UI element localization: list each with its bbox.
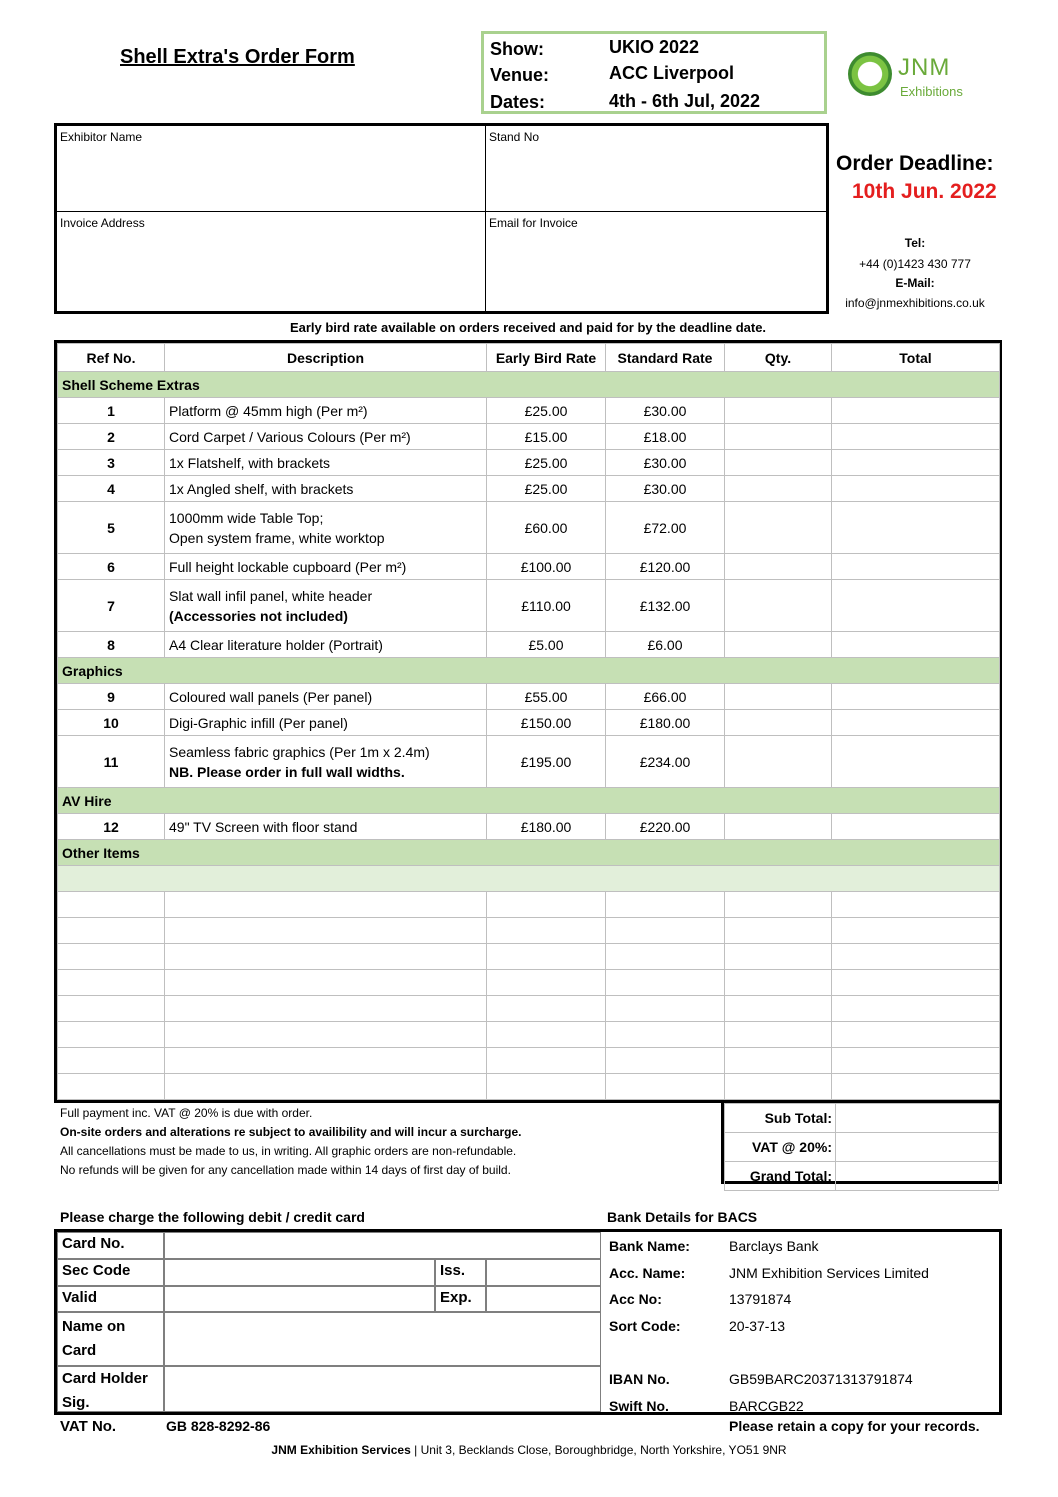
other-item-cell[interactable] xyxy=(606,892,725,918)
logo-ring-icon xyxy=(848,52,892,96)
item-qty-field[interactable] xyxy=(725,814,832,840)
other-item-cell[interactable] xyxy=(58,944,165,970)
item-qty-field[interactable] xyxy=(725,632,832,658)
other-item-cell[interactable] xyxy=(487,918,606,944)
iban-value: GB59BARC20371313791874 xyxy=(729,1371,913,1387)
card-no-label: Card No. xyxy=(57,1232,164,1259)
company-name: JNM Exhibition Services xyxy=(271,1443,411,1457)
iss-label: Iss. xyxy=(435,1259,486,1286)
table-row xyxy=(58,554,1000,580)
show-label: Show: xyxy=(490,39,544,59)
bank-name-value: Barclays Bank xyxy=(729,1238,819,1254)
other-item-cell[interactable] xyxy=(832,970,1000,996)
item-qty-field[interactable] xyxy=(725,710,832,736)
other-item-cell[interactable] xyxy=(165,944,487,970)
section-title: Graphics xyxy=(58,658,1000,684)
totals-box xyxy=(721,1100,1002,1184)
email-invoice-field[interactable] xyxy=(486,212,826,311)
holder-sig-line2: Sig. xyxy=(62,1394,90,1411)
item-total-field[interactable] xyxy=(832,710,1000,736)
item-standard-rate: £132.00 xyxy=(606,580,725,632)
address-separator: | xyxy=(414,1443,418,1457)
other-item-cell[interactable] xyxy=(725,970,832,996)
item-total-field[interactable] xyxy=(832,736,1000,788)
other-item-cell[interactable] xyxy=(832,1022,1000,1048)
other-item-cell[interactable] xyxy=(487,892,606,918)
card-no-field[interactable] xyxy=(164,1232,601,1259)
order-deadline-value: 10th Jun. 2022 xyxy=(852,180,997,203)
table-row xyxy=(58,632,1000,658)
sec-code-field[interactable] xyxy=(164,1259,435,1286)
item-standard-rate: £6.00 xyxy=(606,632,725,658)
item-early-bird-rate: £25.00 xyxy=(487,476,606,502)
other-item-cell[interactable] xyxy=(832,918,1000,944)
item-qty-field[interactable] xyxy=(725,580,832,632)
dates-label: Dates: xyxy=(490,92,546,112)
name-on-card-field[interactable] xyxy=(164,1312,601,1366)
item-total-field[interactable] xyxy=(832,684,1000,710)
item-total-field[interactable] xyxy=(832,554,1000,580)
jnm-logo xyxy=(848,52,988,104)
vat-no-label: VAT No. xyxy=(60,1418,117,1435)
item-description xyxy=(165,710,487,736)
item-ref: 1 xyxy=(58,398,165,424)
item-description xyxy=(165,398,487,424)
order-table xyxy=(54,340,1002,1103)
email-label: E-Mail: xyxy=(895,276,935,290)
other-item-cell[interactable] xyxy=(606,1074,725,1100)
other-item-cell[interactable] xyxy=(165,892,487,918)
subtotal-label: Sub Total: xyxy=(725,1104,836,1133)
item-ref: 6 xyxy=(58,554,165,580)
grand-total-field[interactable] xyxy=(836,1162,999,1191)
item-ref: 8 xyxy=(58,632,165,658)
venue-value: ACC Liverpool xyxy=(609,63,735,83)
other-item-cell[interactable] xyxy=(832,996,1000,1022)
item-early-bird-rate: £100.00 xyxy=(487,554,606,580)
item-total-field[interactable] xyxy=(832,424,1000,450)
table-row xyxy=(58,502,1000,554)
name-on-card-label xyxy=(57,1312,164,1366)
item-standard-rate: £30.00 xyxy=(606,450,725,476)
other-item-row xyxy=(58,866,1000,892)
other-item-row xyxy=(58,970,1000,996)
other-item-cell[interactable] xyxy=(832,944,1000,970)
venue-label: Venue: xyxy=(490,65,550,85)
item-total-field[interactable] xyxy=(832,476,1000,502)
col-early-bird: Early Bird Rate xyxy=(487,344,606,372)
other-item-cell[interactable] xyxy=(58,892,165,918)
other-item-cell[interactable] xyxy=(58,1022,165,1048)
item-description-line1: Full height lockable cupboard (Per m²) xyxy=(169,558,407,575)
section-title: Other Items xyxy=(58,840,1000,866)
stand-no-label: Stand No xyxy=(489,130,540,144)
logo-subtext: Exhibitions xyxy=(900,84,963,99)
other-item-field[interactable] xyxy=(58,866,1000,892)
table-row xyxy=(58,450,1000,476)
swift-label: Swift No. xyxy=(609,1398,669,1414)
col-qty: Qty. xyxy=(725,344,832,372)
other-item-cell[interactable] xyxy=(165,1048,487,1074)
table-row xyxy=(58,814,1000,840)
item-description xyxy=(165,736,487,788)
item-total-field[interactable] xyxy=(832,632,1000,658)
item-early-bird-rate: £180.00 xyxy=(487,814,606,840)
other-item-cell[interactable] xyxy=(165,1074,487,1100)
item-standard-rate: £18.00 xyxy=(606,424,725,450)
exhibitor-info-box xyxy=(54,123,829,314)
holder-sig-field[interactable] xyxy=(164,1366,601,1412)
other-item-cell[interactable] xyxy=(606,1048,725,1074)
other-item-cell[interactable] xyxy=(165,970,487,996)
item-description-line2: NB. Please order in full wall widths. xyxy=(169,763,405,780)
exp-label: Exp. xyxy=(435,1286,486,1312)
note-cancellation: All cancellations must be made to us, in writing. All graphic orders are non-refundable. xyxy=(60,1144,517,1158)
other-item-row xyxy=(58,892,1000,918)
item-qty-field[interactable] xyxy=(725,424,832,450)
iban-label: IBAN No. xyxy=(609,1371,670,1387)
item-description xyxy=(165,554,487,580)
item-ref: 10 xyxy=(58,710,165,736)
invoice-address-label: Invoice Address xyxy=(60,216,145,230)
company-address xyxy=(0,1443,1058,1457)
section-row xyxy=(58,658,1000,684)
item-qty-field[interactable] xyxy=(725,554,832,580)
other-item-cell[interactable] xyxy=(58,1048,165,1074)
item-description-line1: 49" TV Screen with floor stand xyxy=(169,818,358,835)
other-item-cell[interactable] xyxy=(58,918,165,944)
logo-text: JNM xyxy=(898,54,951,81)
sort-code-value: 20-37-13 xyxy=(729,1318,786,1334)
vat-no-value: GB 828-8292-86 xyxy=(166,1418,271,1434)
item-early-bird-rate: £110.00 xyxy=(487,580,606,632)
swift-value: BARCGB22 xyxy=(729,1398,804,1414)
item-standard-rate: £180.00 xyxy=(606,710,725,736)
other-item-row xyxy=(58,1074,1000,1100)
holder-sig-line1: Card Holder xyxy=(62,1370,148,1387)
item-standard-rate: £66.00 xyxy=(606,684,725,710)
table-row xyxy=(58,684,1000,710)
other-item-cell[interactable] xyxy=(725,1048,832,1074)
item-description-line1: Digi-Graphic infill (Per panel) xyxy=(169,714,348,731)
other-item-cell[interactable] xyxy=(725,944,832,970)
item-description-line1: A4 Clear literature holder (Portrait) xyxy=(169,636,383,653)
other-item-cell[interactable] xyxy=(832,1048,1000,1074)
dates-value: 4th - 6th Jul, 2022 xyxy=(609,91,761,111)
item-description-line1: Coloured wall panels (Per panel) xyxy=(169,688,373,705)
item-total-field[interactable] xyxy=(832,398,1000,424)
exhibitor-name-label: Exhibitor Name xyxy=(60,130,143,144)
item-early-bird-rate: £55.00 xyxy=(487,684,606,710)
other-item-cell[interactable] xyxy=(725,996,832,1022)
iss-field[interactable] xyxy=(486,1259,601,1286)
email-invoice-label: Email for Invoice xyxy=(489,216,578,230)
item-description xyxy=(165,632,487,658)
other-item-cell[interactable] xyxy=(58,996,165,1022)
acc-no-value: 13791874 xyxy=(729,1291,792,1307)
item-standard-rate: £234.00 xyxy=(606,736,725,788)
other-item-cell[interactable] xyxy=(606,996,725,1022)
section-title: Shell Scheme Extras xyxy=(58,372,1000,398)
item-description xyxy=(165,502,487,554)
other-item-cell[interactable] xyxy=(725,918,832,944)
other-item-cell[interactable] xyxy=(606,918,725,944)
payment-box xyxy=(54,1229,1002,1415)
other-item-cell[interactable] xyxy=(487,944,606,970)
exhibitor-name-field[interactable] xyxy=(57,126,486,212)
item-description-line1: Platform @ 45mm high (Per m²) xyxy=(169,402,368,419)
other-item-cell[interactable] xyxy=(58,970,165,996)
other-item-row xyxy=(58,1022,1000,1048)
item-description-line2: Open system frame, white worktop xyxy=(169,529,385,546)
item-description-line1: 1x Flatshelf, with brackets xyxy=(169,454,331,471)
note-refunds: No refunds will be given for any cancellation made within 14 days of first day of build. xyxy=(60,1163,511,1177)
vat-label: VAT @ 20%: xyxy=(725,1133,836,1162)
section-title: AV Hire xyxy=(58,788,1000,814)
table-row xyxy=(58,580,1000,632)
show-details-box xyxy=(481,31,827,114)
item-description xyxy=(165,424,487,450)
holder-sig-label xyxy=(57,1366,164,1412)
other-item-row xyxy=(58,1048,1000,1074)
item-qty-field[interactable] xyxy=(725,736,832,788)
acc-name-label: Acc. Name: xyxy=(609,1265,686,1281)
table-row xyxy=(58,710,1000,736)
item-total-field[interactable] xyxy=(832,450,1000,476)
item-early-bird-rate: £195.00 xyxy=(487,736,606,788)
table-row xyxy=(58,398,1000,424)
other-item-cell[interactable] xyxy=(832,1074,1000,1100)
item-early-bird-rate: £5.00 xyxy=(487,632,606,658)
item-standard-rate: £120.00 xyxy=(606,554,725,580)
grand-total-label: Grand Total: xyxy=(725,1162,836,1191)
other-item-cell[interactable] xyxy=(58,1074,165,1100)
other-item-cell[interactable] xyxy=(487,1022,606,1048)
item-total-field[interactable] xyxy=(832,502,1000,554)
section-row xyxy=(58,372,1000,398)
item-early-bird-rate: £25.00 xyxy=(487,450,606,476)
table-header-row xyxy=(58,344,1000,372)
item-qty-field[interactable] xyxy=(725,684,832,710)
section-row xyxy=(58,788,1000,814)
other-item-row xyxy=(58,996,1000,1022)
valid-label: Valid xyxy=(57,1286,164,1312)
other-item-row xyxy=(58,918,1000,944)
other-item-cell[interactable] xyxy=(725,1074,832,1100)
other-item-cell[interactable] xyxy=(725,892,832,918)
address-line: Unit 3, Becklands Close, Boroughbridge, North Yorkshire, YO51 9NR xyxy=(420,1443,787,1457)
item-qty-field[interactable] xyxy=(725,476,832,502)
item-qty-field[interactable] xyxy=(725,398,832,424)
item-standard-rate: £220.00 xyxy=(606,814,725,840)
subtotal-field[interactable] xyxy=(836,1104,999,1133)
name-on-card-line1: Name on xyxy=(62,1318,126,1335)
tel-value: +44 (0)1423 430 777 xyxy=(859,257,971,271)
item-description-line1: 1x Angled shelf, with brackets xyxy=(169,480,354,497)
item-total-field[interactable] xyxy=(832,580,1000,632)
item-early-bird-rate: £150.00 xyxy=(487,710,606,736)
card-section-title: Please charge the following debit / credit card xyxy=(60,1209,365,1225)
other-item-cell[interactable] xyxy=(832,892,1000,918)
item-description xyxy=(165,476,487,502)
item-ref: 5 xyxy=(58,502,165,554)
item-description-line1: 1000mm wide Table Top; xyxy=(169,509,324,526)
other-item-cell[interactable] xyxy=(606,1022,725,1048)
stand-no-field[interactable] xyxy=(486,126,826,212)
note-payment: Full payment inc. VAT @ 20% is due with order. xyxy=(60,1106,313,1120)
other-item-cell[interactable] xyxy=(487,996,606,1022)
form-title: Shell Extra's Order Form xyxy=(120,46,355,68)
other-item-cell[interactable] xyxy=(165,1022,487,1048)
other-item-cell[interactable] xyxy=(487,970,606,996)
acc-no-label: Acc No: xyxy=(609,1291,662,1307)
item-total-field[interactable] xyxy=(832,814,1000,840)
bank-section-title: Bank Details for BACS xyxy=(607,1209,758,1225)
acc-name-value: JNM Exhibition Services Limited xyxy=(729,1265,929,1281)
item-early-bird-rate: £15.00 xyxy=(487,424,606,450)
terms-notes xyxy=(60,1104,521,1180)
valid-field[interactable] xyxy=(164,1286,435,1312)
item-qty-field[interactable] xyxy=(725,450,832,476)
other-item-cell[interactable] xyxy=(606,944,725,970)
bank-name-label: Bank Name: xyxy=(609,1238,690,1254)
other-item-cell[interactable] xyxy=(487,1074,606,1100)
other-item-cell[interactable] xyxy=(165,996,487,1022)
other-item-cell[interactable] xyxy=(487,1048,606,1074)
item-standard-rate: £30.00 xyxy=(606,398,725,424)
item-ref: 4 xyxy=(58,476,165,502)
item-description-line2: (Accessories not included) xyxy=(169,607,348,624)
item-description xyxy=(165,814,487,840)
other-item-cell[interactable] xyxy=(165,918,487,944)
show-value: UKIO 2022 xyxy=(609,37,700,57)
item-ref: 11 xyxy=(58,736,165,788)
other-item-cell[interactable] xyxy=(725,1022,832,1048)
item-description-line1: Seamless fabric graphics (Per 1m x 2.4m) xyxy=(169,743,430,760)
item-standard-rate: £72.00 xyxy=(606,502,725,554)
order-deadline-label: Order Deadline: xyxy=(836,152,994,175)
invoice-address-field[interactable] xyxy=(57,212,486,311)
item-qty-field[interactable] xyxy=(725,502,832,554)
item-ref: 7 xyxy=(58,580,165,632)
sec-code-label: Sec Code xyxy=(57,1259,164,1286)
table-row xyxy=(58,736,1000,788)
note-onsite: On-site orders and alterations re subject to availibility and will incur a surcharge. xyxy=(60,1125,522,1139)
retain-copy-note: Please retain a copy for your records. xyxy=(729,1418,980,1434)
item-early-bird-rate: £60.00 xyxy=(487,502,606,554)
other-item-cell[interactable] xyxy=(606,970,725,996)
item-description xyxy=(165,580,487,632)
col-description: Description xyxy=(165,344,487,372)
section-row xyxy=(58,840,1000,866)
col-standard: Standard Rate xyxy=(606,344,725,372)
early-bird-note: Early bird rate available on orders received and paid for by the deadline date. xyxy=(289,320,767,335)
item-ref: 3 xyxy=(58,450,165,476)
other-item-row xyxy=(58,944,1000,970)
table-row xyxy=(58,424,1000,450)
name-on-card-line2: Card xyxy=(62,1342,97,1359)
col-total: Total xyxy=(832,344,1000,372)
table-row xyxy=(58,476,1000,502)
item-early-bird-rate: £25.00 xyxy=(487,398,606,424)
email-value[interactable]: info@jnmexhibitions.co.uk xyxy=(845,296,985,310)
vat-field[interactable] xyxy=(836,1133,999,1162)
tel-label: Tel: xyxy=(904,236,926,250)
col-ref: Ref No. xyxy=(58,344,165,372)
item-description-line1: Cord Carpet / Various Colours (Per m²) xyxy=(169,428,411,445)
exp-field[interactable] xyxy=(486,1286,601,1312)
item-ref: 12 xyxy=(58,814,165,840)
item-description xyxy=(165,450,487,476)
item-ref: 9 xyxy=(58,684,165,710)
item-description-line1: Slat wall infil panel, white header xyxy=(169,587,373,604)
item-description xyxy=(165,684,487,710)
item-standard-rate: £30.00 xyxy=(606,476,725,502)
sort-code-label: Sort Code: xyxy=(609,1318,681,1334)
item-ref: 2 xyxy=(58,424,165,450)
